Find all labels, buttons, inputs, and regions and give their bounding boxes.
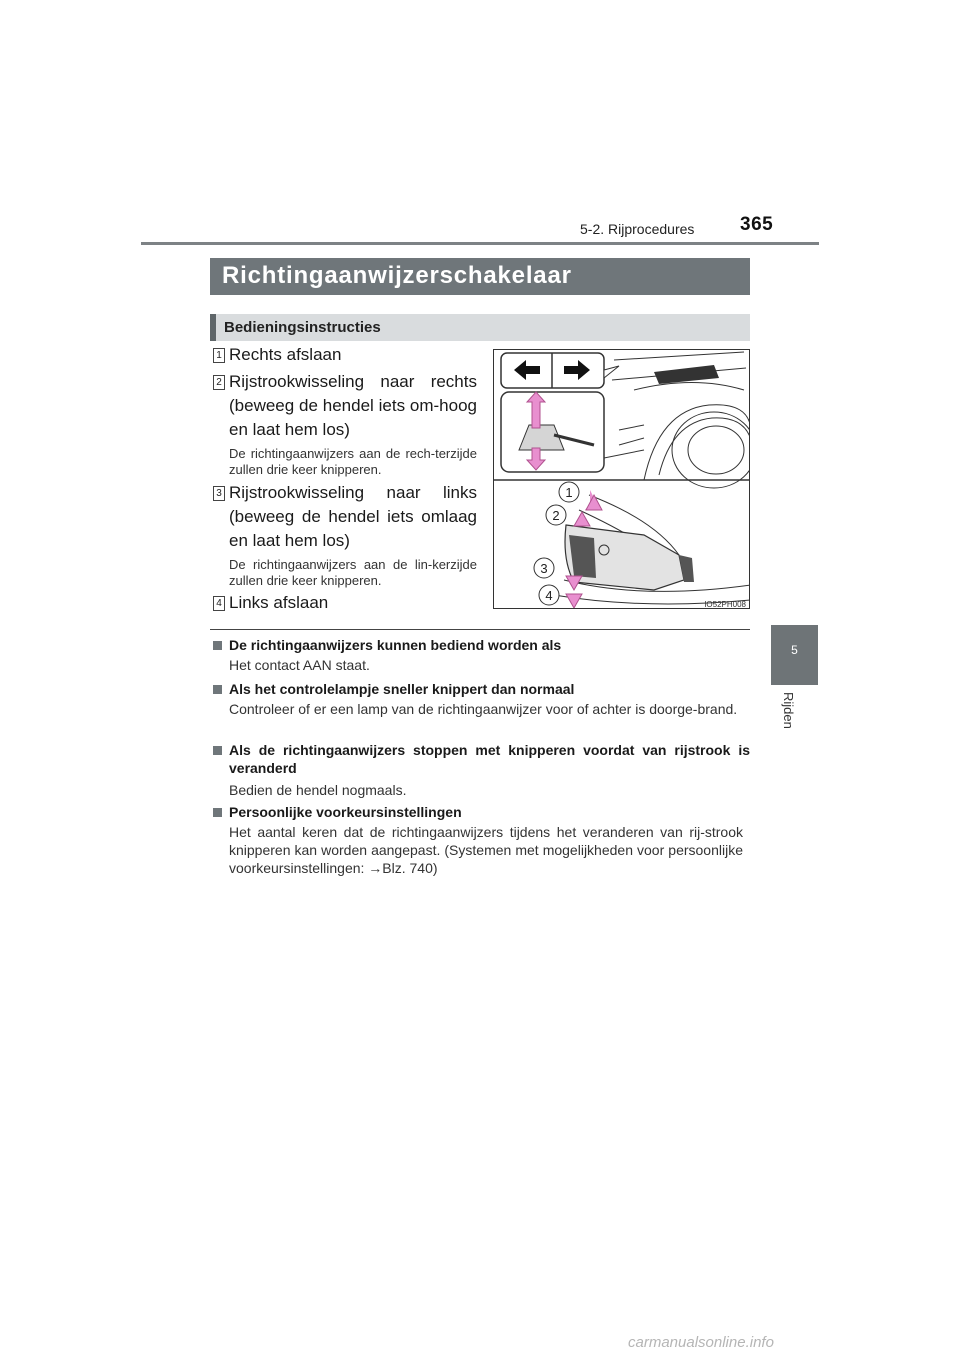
item-text-3: Rijstrookwisseling naar links (beweeg de hendel iets omlaag en laat hem los) <box>229 483 477 550</box>
callout-1-arrow <box>586 495 602 510</box>
figure-code: IO52PH008 <box>704 600 746 609</box>
callout-4-label: 4 <box>545 588 553 603</box>
callout-2-label: 2 <box>552 508 560 523</box>
turn-signal-figure <box>493 349 750 609</box>
note-heading-1: De richtingaanwijzers kunnen bediend worden als <box>229 637 562 653</box>
turn-signal-illustration <box>494 350 750 609</box>
item-note-2: De richtingaanwijzers aan de rech-terzijde zullen drie keer knipperen. <box>229 446 477 477</box>
note-heading-4: Persoonlijke voorkeursinstellingen <box>229 804 462 820</box>
note-bullet-4 <box>213 808 222 817</box>
note-heading-3: Als de richtingaanwijzers stoppen met knipperen voordat van rijstrook is veranderd <box>229 742 750 776</box>
subheading-text: Bedieningsinstructies <box>224 319 381 336</box>
note-body-4: Het aantal keren dat de richtingaanwijzers tijdens het veranderen van rij-strook knipperen kan worden aangepast. (Systemen met mogelijkheden voor persoonlijke voorkeursinstellingen: →Blz. 740) <box>229 824 743 876</box>
item-number-4: 4 <box>213 596 225 611</box>
item-note-3: De richtingaanwijzers aan de lin-kerzijde zullen drie keer knipperen. <box>229 557 477 588</box>
chapter-tab-number: 5 <box>791 643 798 657</box>
section-divider <box>210 629 750 630</box>
note-bullet-3 <box>213 746 222 755</box>
item-text-1: Rechts afslaan <box>229 345 342 364</box>
item-text-2: Rijstrookwisseling naar rechts (beweeg de hendel iets om-hoog en laat hem los) <box>229 372 477 439</box>
item-number-2: 2 <box>213 375 225 390</box>
subheading-accent <box>210 314 216 341</box>
note-bullet-2 <box>213 685 222 694</box>
note-body-3: Bedien de hendel nogmaals. <box>229 782 407 798</box>
callout-3-label: 3 <box>540 561 548 576</box>
callout-4-arrow <box>566 594 582 608</box>
note-bullet-1 <box>213 641 222 650</box>
header-rule <box>141 242 819 245</box>
running-header-section: 5-2. Rijprocedures <box>580 221 695 237</box>
note-heading-2: Als het controlelampje sneller knippert dan normaal <box>229 681 575 697</box>
item-number-3: 3 <box>213 486 225 501</box>
section-title: Richtingaanwijzerschakelaar <box>210 258 750 295</box>
watermark: carmanualsonline.info <box>628 1334 774 1351</box>
page-number: 365 <box>740 214 774 235</box>
callout-1-label: 1 <box>565 485 573 500</box>
item-text-4: Links afslaan <box>229 593 329 612</box>
item-number-1: 1 <box>213 348 225 363</box>
chapter-tab-label: Rijden <box>781 692 796 729</box>
note-body-1: Het contact AAN staat. <box>229 657 370 673</box>
note-body-2: Controleer of er een lamp van de richtingaanwijzer voor of achter is doorge-brand. <box>229 701 738 717</box>
